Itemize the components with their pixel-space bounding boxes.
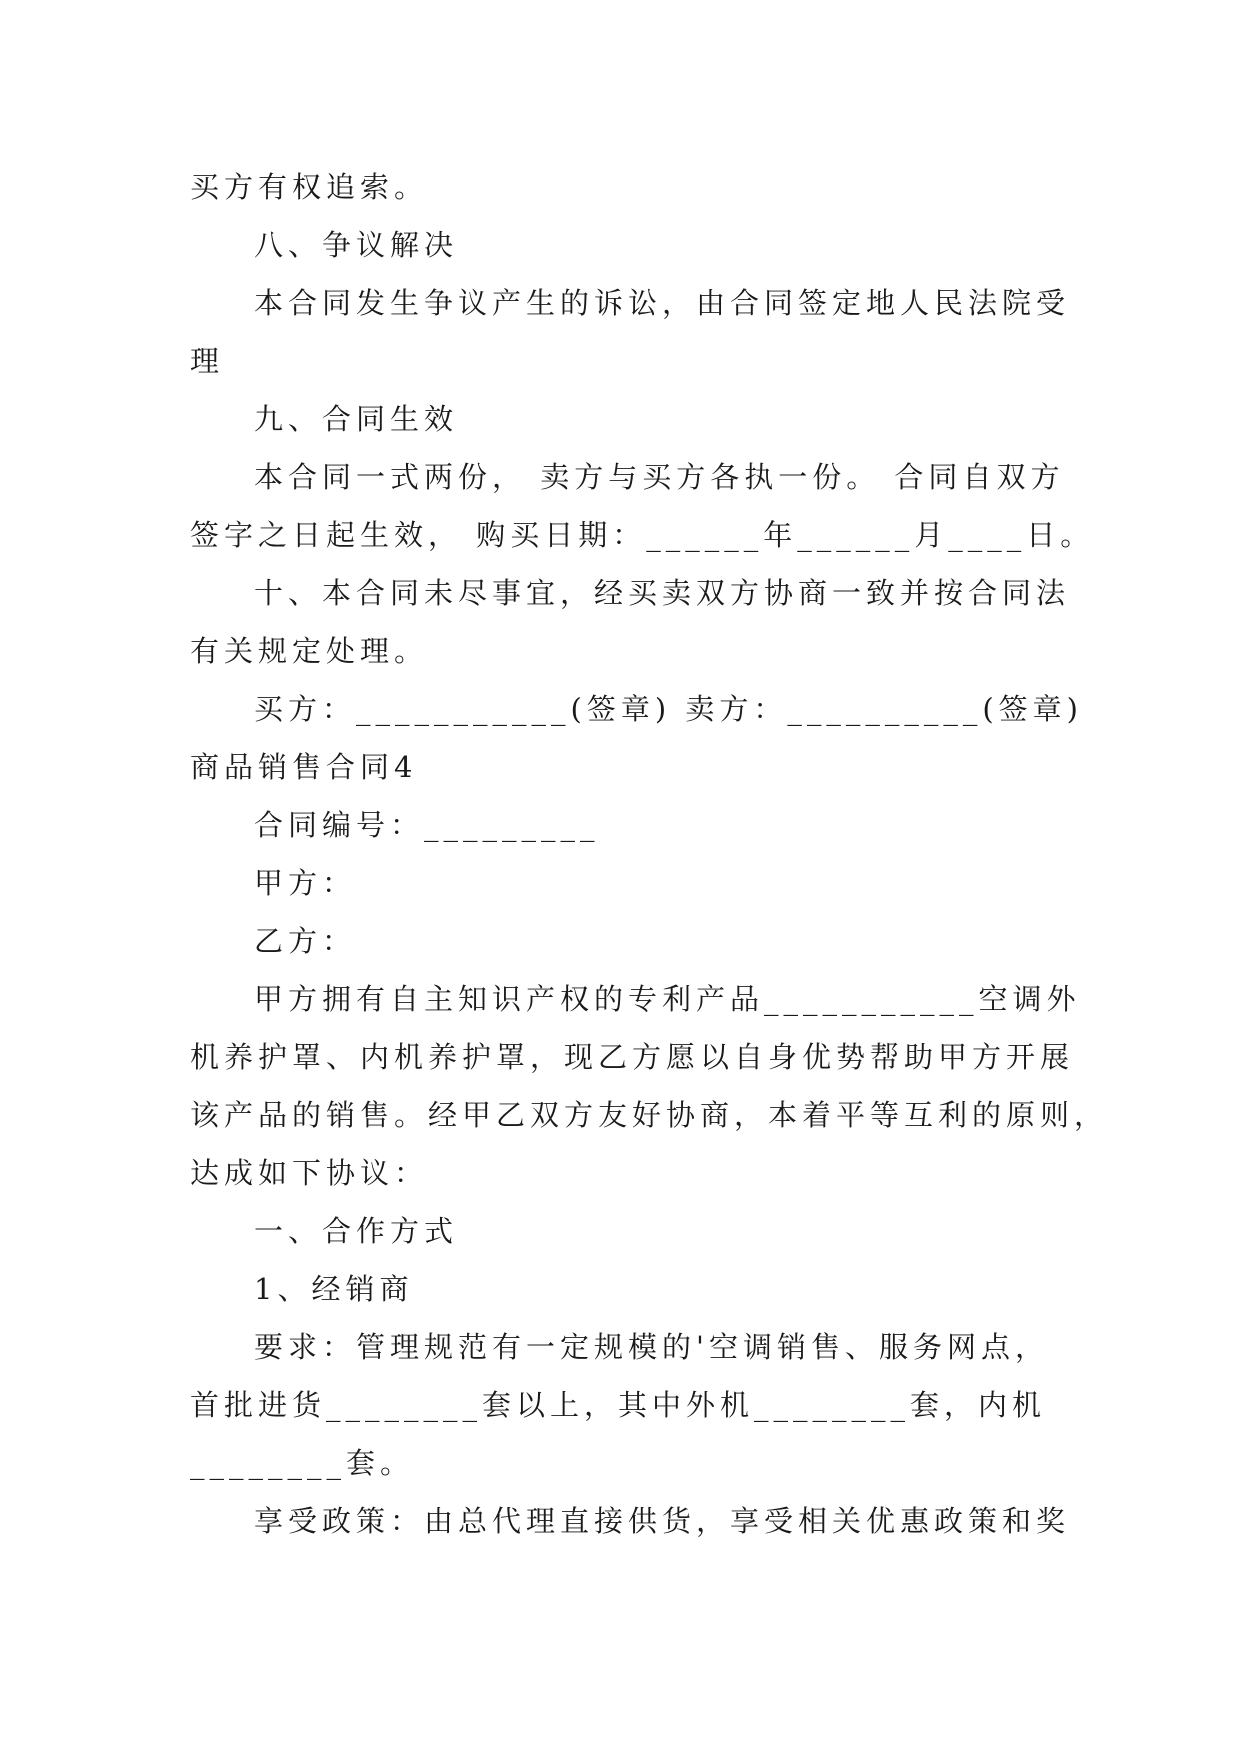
- contract-number-line: 合同编号：_________: [254, 808, 600, 842]
- party-a-line: 甲方：: [254, 866, 357, 900]
- text-line: 甲方拥有自主知识产权的专利产品___________空调外: [254, 982, 1081, 1016]
- text-line: 本合同发生争议产生的诉讼，由合同签定地人民法院受: [254, 286, 1071, 320]
- subsection-heading-dealer: 1、经销商: [254, 1272, 414, 1306]
- text-line: 有关规定处理。: [190, 634, 429, 668]
- text-line: 机养护罩、内机养护罩，现乙方愿以自身优势帮助甲方开展: [190, 1040, 1075, 1074]
- text-line: 本合同一式两份， 卖方与买方各执一份。 合同自双方: [254, 460, 1065, 494]
- text-line-purchase-date: 签字之日起生效， 购买日期：______年______月____日。: [190, 518, 1095, 552]
- text-line: 要求：管理规范有一定规模的'空调销售、服务网点，: [254, 1330, 1049, 1364]
- text-line: 达成如下协议：: [190, 1156, 429, 1190]
- signature-line: 买方：___________(签章) 卖方：__________(签章): [254, 692, 1083, 726]
- text-line: 理: [190, 344, 225, 378]
- text-line: 十、本合同未尽事宜，经买卖双方协商一致并按合同法: [254, 576, 1071, 610]
- section-heading-effect: 九、合同生效: [254, 402, 459, 436]
- text-line: 买方有权追索。: [190, 170, 429, 204]
- section-heading-cooperation: 一、合作方式: [254, 1214, 459, 1248]
- section-heading-dispute: 八、争议解决: [254, 228, 459, 262]
- text-line: 享受政策：由总代理直接供货，享受相关优惠政策和奖: [254, 1504, 1071, 1538]
- document-body: [190, 158, 1109, 1550]
- contract-title: 商品销售合同4: [190, 750, 418, 784]
- text-line: 首批进货________套以上，其中外机________套，内机: [190, 1388, 1047, 1422]
- party-b-line: 乙方：: [254, 924, 357, 958]
- text-line: ________套。: [190, 1446, 415, 1480]
- text-line: 该产品的销售。经甲乙双方友好协商，本着平等互利的原则，: [190, 1098, 1109, 1132]
